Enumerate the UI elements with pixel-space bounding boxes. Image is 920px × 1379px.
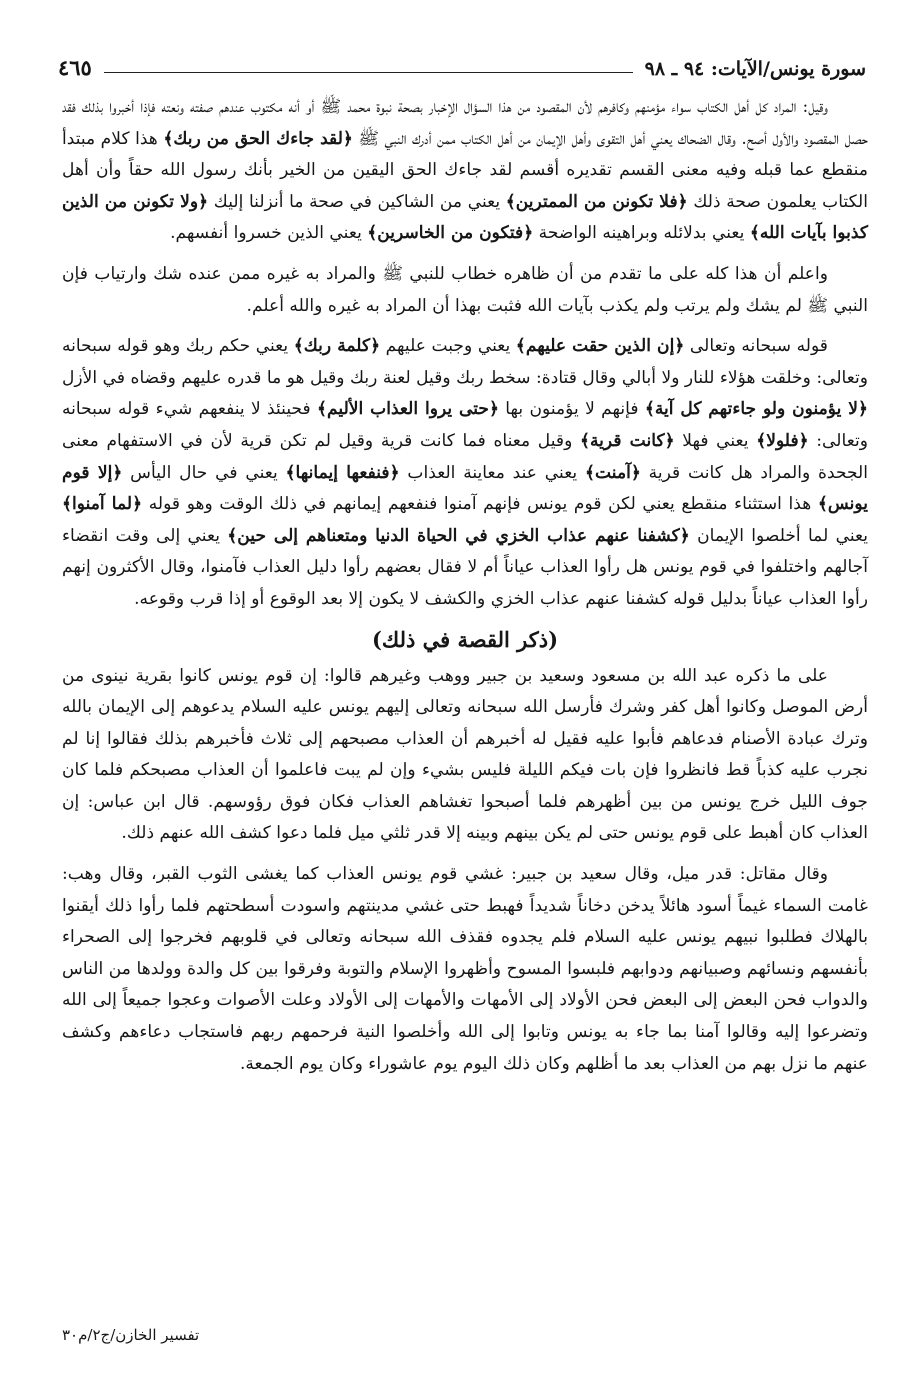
text-run: يعني في حال اليأس bbox=[122, 462, 286, 483]
quran-quote: ﴿لما آمنوا﴾ bbox=[62, 494, 143, 515]
paragraph-p4 bbox=[62, 661, 868, 851]
surah-title: سورة يونس/الآيات: ٩٤ ـ ٩٨ bbox=[644, 58, 866, 80]
quran-quote: ﴿آمنت﴾ bbox=[584, 462, 641, 483]
text-run: فحينئذ لا ينفعهم شيء قوله سبحانه وتعالى: bbox=[62, 399, 868, 451]
text-run: يعني عند معاينة العذاب bbox=[399, 462, 585, 483]
text-run: يعني حكم ربك وهو قوله سبحانه وتعالى: وخلقت هؤلاء للنار ولا أبالي وقال قتادة: سخط ربك وقيل لعنة ربك وقيل هو ما قدره عليهم وقضاه في الأزل bbox=[62, 336, 868, 388]
quran-quote: ﴿فلولا﴾ bbox=[756, 430, 809, 451]
text-run: هذا كلام مبتدأ منقطع عما قبله وفيه معنى القسم تقديره أقسم لقد جاءك الحق اليقين من الخير بأنك رسول الله حقاً وأن أهل الكتاب يعلمون صحة ذلك bbox=[62, 128, 868, 212]
text-run: يعني إلى وقت انقضاء آجالهم واختلفوا في قوم يونس هل رأوا العذاب عياناً أم لا فقال بعضهم رأوا دليل العذاب فآمنوا، وقال الأكثرون إنهم رأوا العذاب عياناً بدليل قوله كشفنا عنهم عذاب الخزي والكشف لا يكون إلا بعد الوقوع أو إذا قرب وقوعه. bbox=[62, 525, 868, 609]
quran-quote: ﴿حتى يروا العذاب الأليم﴾ bbox=[317, 399, 499, 420]
quran-quote: ﴿لا يؤمنون ولو جاءتهم كل آية﴾ bbox=[644, 399, 868, 420]
paragraph-p1 bbox=[62, 92, 868, 250]
text-run: هذا استثناء منقطع يعني لكن قوم يونس فإنهم آمنوا فنفعهم إيمانهم في ذلك الوقت وهو قوله bbox=[142, 494, 818, 515]
text-run: وقيل معناه فما كانت قرية وقيل لم تكن قرية لأن في الاستفهام معنى الجحدة والمراد هل كانت قرية bbox=[62, 430, 868, 483]
text-run: يعني فهلا bbox=[674, 430, 757, 451]
paragraph-p3 bbox=[62, 331, 868, 615]
quran-quote: ﴿لقد جاءك الحق من ربك﴾ bbox=[163, 128, 353, 149]
text-run: فإنهم لا يؤمنون بها bbox=[498, 399, 645, 420]
quran-quote: ﴿كشفنا عنهم عذاب الخزي في الحياة الدنيا ومتعناهم إلى حين﴾ bbox=[227, 525, 690, 546]
page-body bbox=[62, 92, 868, 1089]
quran-quote: ﴿إن الذين حقت عليهم﴾ bbox=[515, 336, 685, 357]
footer-signature: تفسير الخازن/ج٢/م٣٠ bbox=[62, 1326, 200, 1344]
quran-quote: ﴿فتكون من الخاسرين﴾ bbox=[367, 223, 534, 244]
paragraph-p5 bbox=[62, 859, 868, 1080]
quran-quote: ﴿ولا تكونن من الذين كذبوا بآيات الله﴾ bbox=[62, 191, 868, 244]
paragraph-p2 bbox=[62, 259, 868, 322]
page-number: ٤٦٥ bbox=[58, 55, 92, 80]
text-run: يعني من الشاكين في صحة ما أنزلنا إليك bbox=[208, 191, 506, 212]
quran-quote: ﴿إلا قوم يونس﴾ bbox=[62, 462, 868, 515]
text-run: يعني وجبت عليهم bbox=[380, 336, 516, 357]
quran-quote: ﴿فنفعها إيمانها﴾ bbox=[285, 462, 400, 483]
quran-quote: ﴿كانت قرية﴾ bbox=[579, 430, 675, 451]
text-run: يعني الذين خسروا أنفسهم. bbox=[170, 223, 368, 244]
paragraph-group-1 bbox=[62, 92, 868, 616]
page-header bbox=[58, 44, 866, 80]
section-title: (ذكر القصة في ذلك) bbox=[371, 626, 559, 652]
text-run: يعني بدلائله وبراهينه الواضحة bbox=[533, 223, 750, 244]
text-run: يعني لما أخلصوا الإيمان bbox=[689, 525, 868, 546]
header-rule bbox=[104, 72, 633, 73]
text-run: وقيل: المراد كل أهل الكتاب سواء مؤمنهم وكافرهم لأن المقصود من هذا السؤال الإخبار بصحة نبوة محمد ﷺ أو أنه مكتوب عندهم صفته ونعته فإذا أخبروا بذلك فقد حصل المقصود والأول أصح. وقال الضحاك يعني أهل التقوى وأهل الإيمان من أهل الكتاب ممن أدرك النبي ﷺ bbox=[62, 97, 868, 149]
quran-quote: ﴿فلا تكونن من الممترين﴾ bbox=[505, 191, 688, 212]
text-run: واعلم أن هذا كله على ما تقدم من أن ظاهره خطاب للنبي ﷺ والمراد به غيره ممن عنده شك وارتياب فإن النبي ﷺ لم يشك ولم يرتب ولم يكذب بآيات الله فثبت بهذا أن المراد به غيره والله أعلم. bbox=[62, 263, 868, 316]
paragraph-group-2 bbox=[62, 661, 868, 1081]
text-run: على ما ذكره عبد الله بن مسعود وسعيد بن جبير ووهب وغيرهم قالوا: إن قوم يونس كانوا بقرية نينوى من أرض الموصل وكانوا أهل كفر وشرك فأرسل الله سبحانه وتعالى إليهم يونس عليه السلام يدعوهم إلى الإيمان بالله وترك عبادة الأصنام فدعاهم فأبوا عليه فقيل له أخبرهم أن العذاب مصبحهم إلى ثلاث فأخبرهم بذلك فقالوا إنا لم نجرب عليه كذباً قط فانظروا فإن بات فيكم الليلة فليس بشيء وإن لم يبت فاعلموا أن العذاب مصبحكم فلما كان جوف الليل خرج يونس من بين أظهرهم فلما أصبحوا تغشاهم العذاب فكان فوق رؤوسهم. قال ابن عباس: إن العذاب كان أهبط على قوم يونس حتى لم يكن بينهم وبينه إلا قدر ثلثي ميل فلما دعوا كشف الله عنهم ذلك. bbox=[62, 665, 868, 844]
text-run: وقال مقاتل: قدر ميل، وقال سعيد بن جبير: غشي قوم يونس العذاب كما يغشى الثوب القبر، وقال وهب: غامت السماء غيماً أسود هائلاً يدخن دخاناً شديداً فهبط حتى غشي مدينتهم واسودت أسطحتهم فلما رأوا ذلك أيقنوا بالهلاك فطلبوا نبيهم يونس عليه السلام فلم يجدوه فقذف الله سبحانه وتعالى في قلوبهم فخرجوا إلى الصحراء بأنفسهم ونسائهم وصبيانهم ودوابهم فلبسوا المسوح وأظهروا الإسلام والتوبة وفرقوا بين كل والدة وولدها من الناس والدواب فحن البعض إلى البعض فحن الأولاد إلى الأمهات والأمهات إلى الأولاد وعلت الأصوات وعجوا جميعاً إلى الله وتضرعوا إليه وقالوا آمنا بما جاء به يونس وتابوا إلى الله وأخلصوا النية فرحمهم ربهم فاستجاب دعاءهم وكشف عنهم ما نزل بهم من العذاب بعد ما أظلهم وكان ذلك اليوم يوم عاشوراء وكان يوم الجمعة. bbox=[62, 864, 868, 1074]
quran-quote: ﴿كلمة ربك﴾ bbox=[293, 336, 381, 357]
text-run: قوله سبحانه وتعالى bbox=[684, 336, 828, 357]
